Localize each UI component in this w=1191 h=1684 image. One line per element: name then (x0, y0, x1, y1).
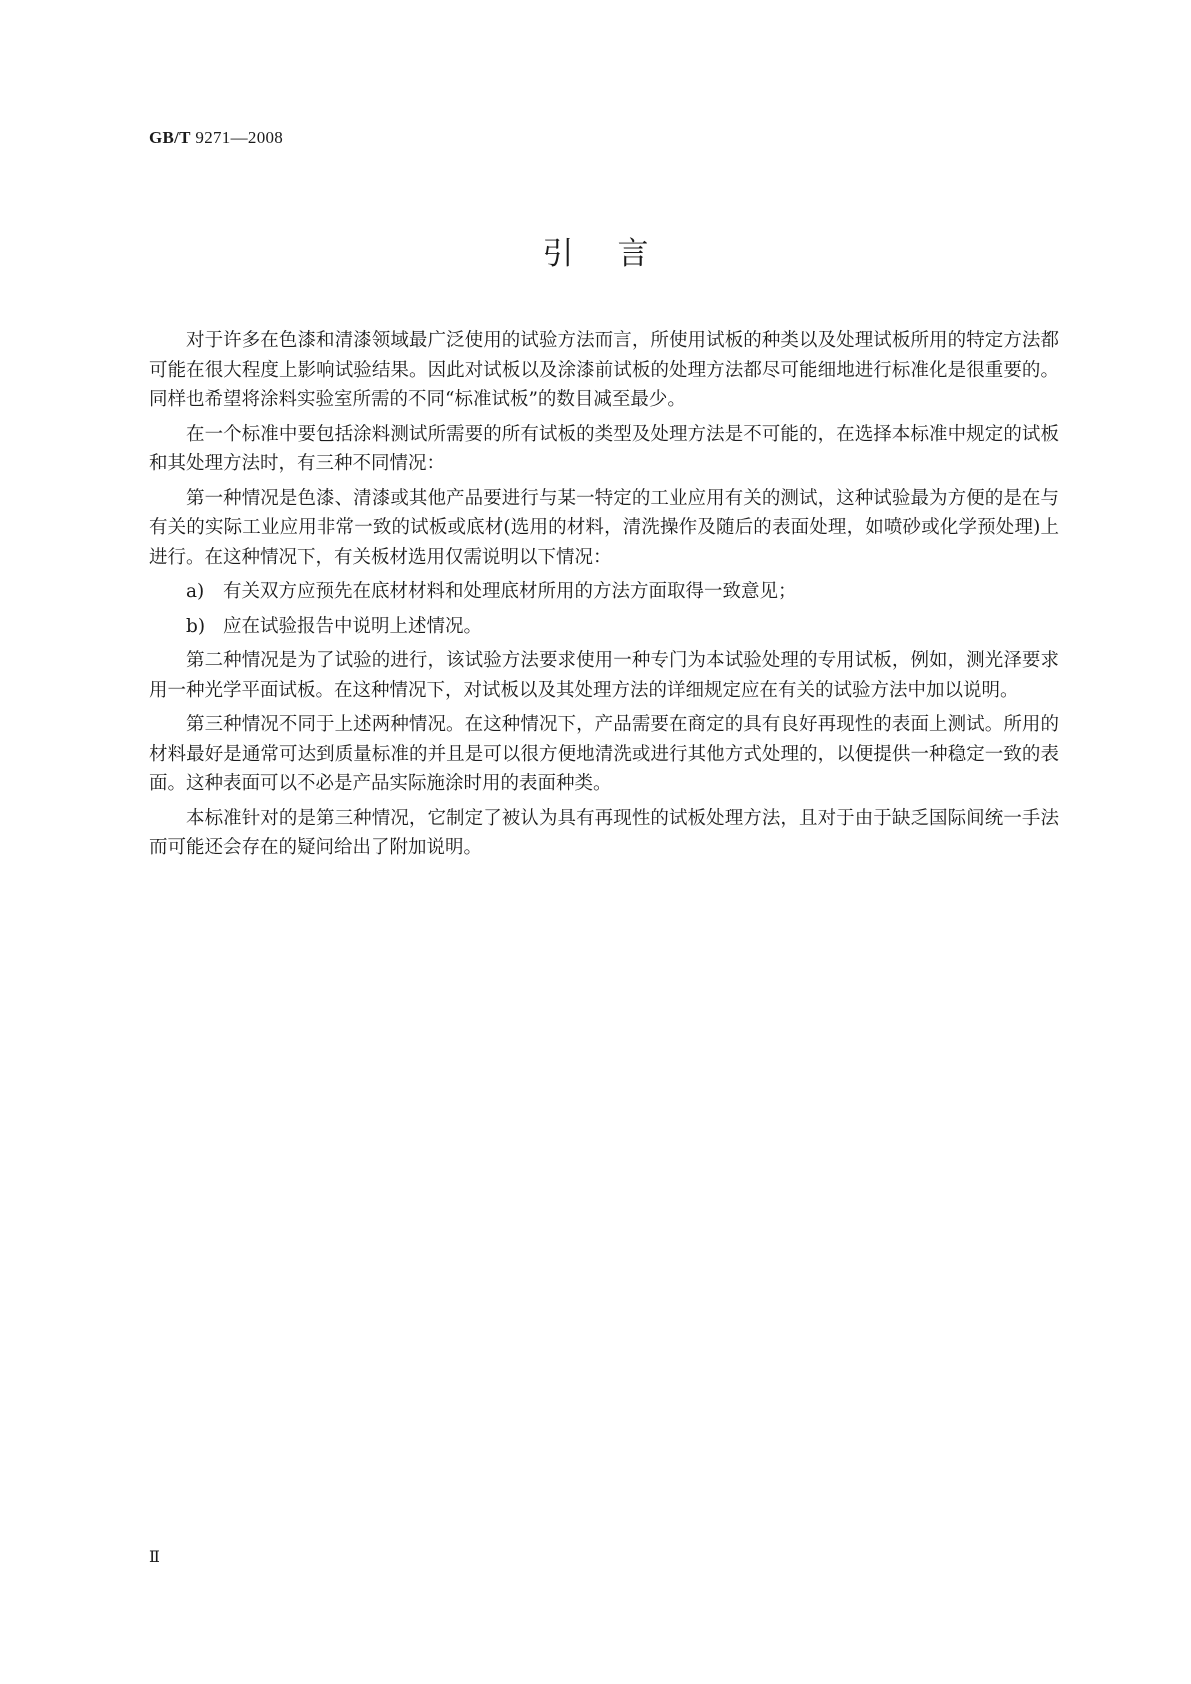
paragraph: 对于许多在色漆和清漆领域最广泛使用的试验方法而言，所使用试板的种类以及处理试板所用的特定方法都可能在很大程度上影响试验结果。因此对试板以及涂漆前试板的处理方法都尽可能细地进行标准化是很重要的。同样也希望将涂料实验室所需的不同“标准试板”的数目减至最少。 (149, 330, 1059, 410)
paragraph: 在一个标准中要包括涂料测试所需要的所有试板的类型及处理方法是不可能的，在选择本标准中规定的试板和其处理方法时，有三种不同情况： (149, 423, 1059, 474)
list-item-text: 有关双方应预先在底材材料和处理底材所用的方法方面取得一致意见； (223, 581, 797, 602)
list-marker: b) (186, 615, 206, 637)
page-number: Ⅱ (149, 1549, 160, 1566)
paragraph: 第三种情况不同于上述两种情况。在这种情况下，产品需要在商定的具有良好再现性的表面上测试。所用的材料最好是通常可达到质量标准的并且是可以很方便地清洗或进行其他方式处理的，以便提供一种稳定一致的表面。这种表面可以不必是产品实际施涂时用的表面种类。 (149, 714, 1059, 794)
standard-series: GB/T (149, 128, 191, 147)
standard-number: 9271—2008 (195, 128, 284, 147)
list-marker: a) (186, 581, 205, 602)
list-item (149, 612, 1059, 642)
page-title: 引言 (542, 236, 693, 272)
paragraph: 本标准针对的是第三种情况，它制定了被认为具有再现性的试板处理方法，且对于由于缺乏国际间统一手法而可能还会存在的疑问给出了附加说明。 (149, 807, 1059, 858)
paragraph: 第一种情况是色漆、清漆或其他产品要进行与某一特定的工业应用有关的测试，这种试验最为方便的是在与有关的实际工业应用非常一致的试板或底材(选用的材料，清洗操作及随后的表面处理，如喷砂或化学预处理)上进行。在这种情况下，有关板材选用仅需说明以下情况： (149, 487, 1059, 568)
body-text (149, 326, 1059, 868)
paragraph: 第二种情况是为了试验的进行，该试验方法要求使用一种专门为本试验处理的专用试板，例如，测光泽要求用一种光学平面试板。在这种情况下，对试板以及其处理方法的详细规定应在有关的试验方法中加以说明。 (149, 650, 1059, 701)
list-item (149, 577, 1059, 607)
document-code (149, 128, 283, 148)
list-item-text: 应在试验报告中说明上述情况。 (223, 615, 483, 637)
